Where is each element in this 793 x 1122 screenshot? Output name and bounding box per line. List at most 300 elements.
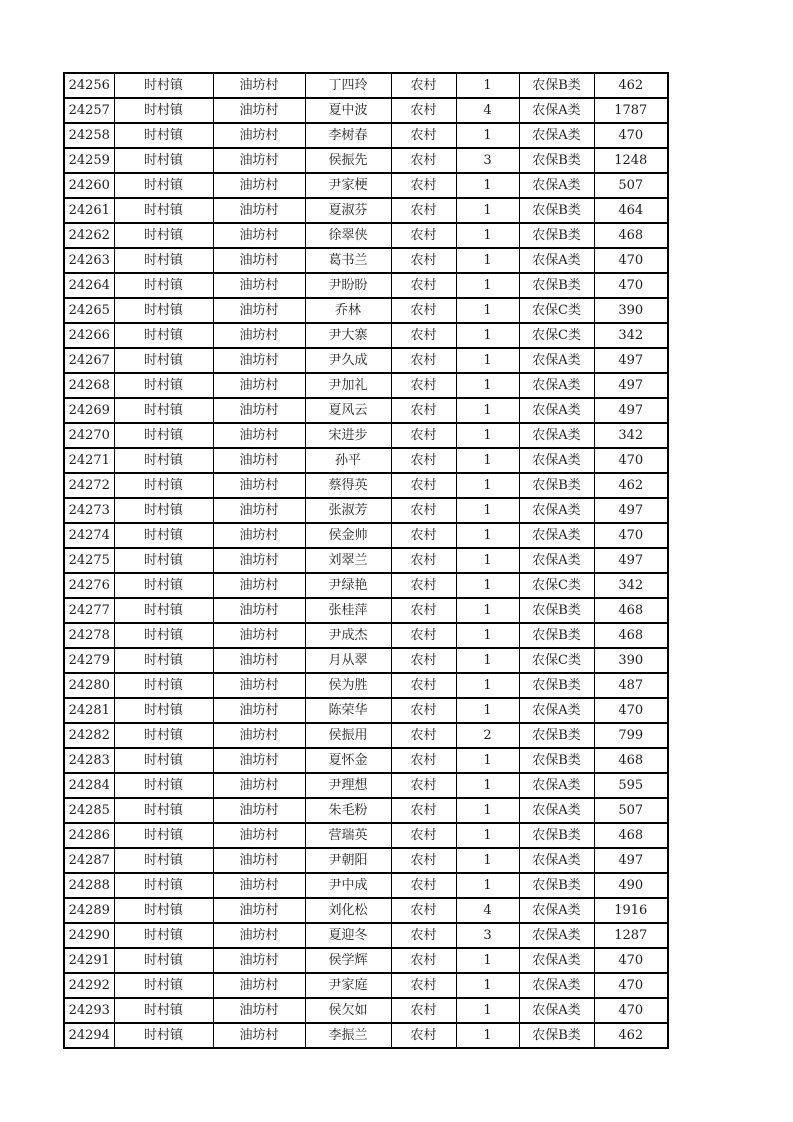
cell-village: 油坊村 bbox=[213, 698, 305, 723]
cell-town: 时村镇 bbox=[114, 248, 213, 273]
cell-amount: 342 bbox=[594, 423, 668, 448]
cell-record-id: 24261 bbox=[64, 198, 114, 223]
cell-person-count: 1 bbox=[456, 773, 519, 798]
cell-village: 油坊村 bbox=[213, 373, 305, 398]
cell-residence-type: 农村 bbox=[391, 698, 456, 723]
cell-residence-type: 农村 bbox=[391, 948, 456, 973]
cell-record-id: 24263 bbox=[64, 248, 114, 273]
cell-town: 时村镇 bbox=[114, 173, 213, 198]
cell-record-id: 24284 bbox=[64, 773, 114, 798]
cell-person-name: 尹绿艳 bbox=[305, 573, 391, 598]
cell-insurance-category: 农保A类 bbox=[519, 498, 594, 523]
cell-person-count: 4 bbox=[456, 898, 519, 923]
cell-amount: 342 bbox=[594, 323, 668, 348]
cell-insurance-category: 农保B类 bbox=[519, 723, 594, 748]
cell-residence-type: 农村 bbox=[391, 223, 456, 248]
cell-town: 时村镇 bbox=[114, 323, 213, 348]
cell-person-name: 陈荣华 bbox=[305, 698, 391, 723]
cell-amount: 342 bbox=[594, 573, 668, 598]
cell-person-name: 侯振先 bbox=[305, 148, 391, 173]
cell-amount: 470 bbox=[594, 248, 668, 273]
table-row bbox=[64, 623, 668, 648]
cell-person-name: 尹中成 bbox=[305, 873, 391, 898]
cell-amount: 468 bbox=[594, 598, 668, 623]
cell-record-id: 24264 bbox=[64, 273, 114, 298]
cell-town: 时村镇 bbox=[114, 898, 213, 923]
cell-person-name: 侯欠如 bbox=[305, 998, 391, 1023]
cell-village: 油坊村 bbox=[213, 73, 305, 98]
cell-residence-type: 农村 bbox=[391, 673, 456, 698]
cell-person-count: 1 bbox=[456, 948, 519, 973]
cell-residence-type: 农村 bbox=[391, 73, 456, 98]
table-row bbox=[64, 723, 668, 748]
table-row bbox=[64, 273, 668, 298]
cell-residence-type: 农村 bbox=[391, 123, 456, 148]
table-row bbox=[64, 73, 668, 98]
table-body bbox=[64, 73, 668, 1048]
cell-amount: 497 bbox=[594, 498, 668, 523]
cell-town: 时村镇 bbox=[114, 623, 213, 648]
cell-person-name: 尹加礼 bbox=[305, 373, 391, 398]
cell-insurance-category: 农保B类 bbox=[519, 673, 594, 698]
cell-person-name: 营瑞英 bbox=[305, 823, 391, 848]
cell-person-name: 月从翠 bbox=[305, 648, 391, 673]
cell-amount: 497 bbox=[594, 348, 668, 373]
cell-amount: 595 bbox=[594, 773, 668, 798]
cell-record-id: 24257 bbox=[64, 98, 114, 123]
cell-town: 时村镇 bbox=[114, 123, 213, 148]
table-row bbox=[64, 248, 668, 273]
cell-person-count: 1 bbox=[456, 123, 519, 148]
cell-person-name: 尹家庭 bbox=[305, 973, 391, 998]
cell-record-id: 24267 bbox=[64, 348, 114, 373]
table-row bbox=[64, 298, 668, 323]
cell-person-name: 丁四玲 bbox=[305, 73, 391, 98]
cell-residence-type: 农村 bbox=[391, 923, 456, 948]
table-row bbox=[64, 398, 668, 423]
cell-amount: 390 bbox=[594, 648, 668, 673]
cell-person-name: 尹理想 bbox=[305, 773, 391, 798]
cell-town: 时村镇 bbox=[114, 523, 213, 548]
cell-record-id: 24294 bbox=[64, 1023, 114, 1048]
cell-person-name: 刘化松 bbox=[305, 898, 391, 923]
cell-record-id: 24272 bbox=[64, 473, 114, 498]
table-row bbox=[64, 423, 668, 448]
cell-residence-type: 农村 bbox=[391, 548, 456, 573]
table-row bbox=[64, 123, 668, 148]
cell-residence-type: 农村 bbox=[391, 998, 456, 1023]
cell-person-count: 1 bbox=[456, 823, 519, 848]
table-row bbox=[64, 173, 668, 198]
cell-record-id: 24260 bbox=[64, 173, 114, 198]
cell-person-count: 3 bbox=[456, 923, 519, 948]
table-row bbox=[64, 848, 668, 873]
cell-town: 时村镇 bbox=[114, 723, 213, 748]
table-row bbox=[64, 873, 668, 898]
cell-amount: 1248 bbox=[594, 148, 668, 173]
cell-person-count: 1 bbox=[456, 323, 519, 348]
cell-person-count: 1 bbox=[456, 973, 519, 998]
cell-record-id: 24280 bbox=[64, 673, 114, 698]
cell-record-id: 24292 bbox=[64, 973, 114, 998]
cell-amount: 390 bbox=[594, 298, 668, 323]
cell-town: 时村镇 bbox=[114, 873, 213, 898]
cell-residence-type: 农村 bbox=[391, 448, 456, 473]
cell-person-name: 李振兰 bbox=[305, 1023, 391, 1048]
table-row bbox=[64, 373, 668, 398]
table-row bbox=[64, 473, 668, 498]
cell-town: 时村镇 bbox=[114, 648, 213, 673]
cell-amount: 1787 bbox=[594, 98, 668, 123]
cell-record-id: 24276 bbox=[64, 573, 114, 598]
cell-village: 油坊村 bbox=[213, 848, 305, 873]
cell-person-name: 李树春 bbox=[305, 123, 391, 148]
cell-person-count: 1 bbox=[456, 273, 519, 298]
cell-person-count: 1 bbox=[456, 223, 519, 248]
cell-person-count: 1 bbox=[456, 648, 519, 673]
cell-person-count: 1 bbox=[456, 298, 519, 323]
cell-town: 时村镇 bbox=[114, 398, 213, 423]
cell-insurance-category: 农保A类 bbox=[519, 448, 594, 473]
cell-village: 油坊村 bbox=[213, 823, 305, 848]
cell-residence-type: 农村 bbox=[391, 423, 456, 448]
cell-amount: 1916 bbox=[594, 898, 668, 923]
cell-record-id: 24265 bbox=[64, 298, 114, 323]
cell-record-id: 24285 bbox=[64, 798, 114, 823]
cell-amount: 470 bbox=[594, 973, 668, 998]
cell-record-id: 24290 bbox=[64, 923, 114, 948]
cell-town: 时村镇 bbox=[114, 348, 213, 373]
cell-amount: 468 bbox=[594, 623, 668, 648]
cell-record-id: 24275 bbox=[64, 548, 114, 573]
cell-insurance-category: 农保C类 bbox=[519, 573, 594, 598]
cell-amount: 497 bbox=[594, 848, 668, 873]
cell-insurance-category: 农保B类 bbox=[519, 823, 594, 848]
table-row bbox=[64, 648, 668, 673]
cell-record-id: 24282 bbox=[64, 723, 114, 748]
cell-town: 时村镇 bbox=[114, 298, 213, 323]
cell-village: 油坊村 bbox=[213, 448, 305, 473]
cell-person-name: 夏迎冬 bbox=[305, 923, 391, 948]
cell-residence-type: 农村 bbox=[391, 873, 456, 898]
cell-residence-type: 农村 bbox=[391, 323, 456, 348]
cell-town: 时村镇 bbox=[114, 673, 213, 698]
cell-insurance-category: 农保A类 bbox=[519, 998, 594, 1023]
cell-residence-type: 农村 bbox=[391, 598, 456, 623]
cell-record-id: 24271 bbox=[64, 448, 114, 473]
cell-insurance-category: 农保B类 bbox=[519, 1023, 594, 1048]
cell-person-name: 徐翠侠 bbox=[305, 223, 391, 248]
cell-residence-type: 农村 bbox=[391, 648, 456, 673]
table-row bbox=[64, 798, 668, 823]
cell-amount: 497 bbox=[594, 373, 668, 398]
cell-person-count: 1 bbox=[456, 673, 519, 698]
cell-residence-type: 农村 bbox=[391, 273, 456, 298]
cell-amount: 462 bbox=[594, 1023, 668, 1048]
cell-person-count: 1 bbox=[456, 623, 519, 648]
cell-amount: 470 bbox=[594, 948, 668, 973]
cell-person-name: 尹朝阳 bbox=[305, 848, 391, 873]
cell-person-count: 1 bbox=[456, 598, 519, 623]
cell-residence-type: 农村 bbox=[391, 473, 456, 498]
cell-amount: 462 bbox=[594, 73, 668, 98]
cell-person-count: 1 bbox=[456, 523, 519, 548]
table-row bbox=[64, 98, 668, 123]
cell-person-count: 1 bbox=[456, 998, 519, 1023]
cell-record-id: 24291 bbox=[64, 948, 114, 973]
cell-insurance-category: 农保B类 bbox=[519, 748, 594, 773]
cell-town: 时村镇 bbox=[114, 1023, 213, 1048]
cell-residence-type: 农村 bbox=[391, 373, 456, 398]
cell-residence-type: 农村 bbox=[391, 298, 456, 323]
cell-village: 油坊村 bbox=[213, 648, 305, 673]
cell-person-name: 蔡得英 bbox=[305, 473, 391, 498]
cell-village: 油坊村 bbox=[213, 173, 305, 198]
cell-amount: 470 bbox=[594, 523, 668, 548]
table-row bbox=[64, 698, 668, 723]
cell-person-name: 尹家梗 bbox=[305, 173, 391, 198]
cell-record-id: 24277 bbox=[64, 598, 114, 623]
cell-town: 时村镇 bbox=[114, 548, 213, 573]
cell-insurance-category: 农保A类 bbox=[519, 98, 594, 123]
cell-village: 油坊村 bbox=[213, 298, 305, 323]
cell-residence-type: 农村 bbox=[391, 98, 456, 123]
cell-person-count: 1 bbox=[456, 1023, 519, 1048]
cell-town: 时村镇 bbox=[114, 448, 213, 473]
cell-town: 时村镇 bbox=[114, 823, 213, 848]
cell-person-count: 1 bbox=[456, 73, 519, 98]
cell-insurance-category: 农保A类 bbox=[519, 798, 594, 823]
cell-residence-type: 农村 bbox=[391, 823, 456, 848]
cell-person-count: 1 bbox=[456, 698, 519, 723]
cell-village: 油坊村 bbox=[213, 398, 305, 423]
cell-record-id: 24273 bbox=[64, 498, 114, 523]
cell-amount: 468 bbox=[594, 223, 668, 248]
cell-village: 油坊村 bbox=[213, 623, 305, 648]
cell-person-count: 1 bbox=[456, 398, 519, 423]
table-row bbox=[64, 948, 668, 973]
cell-town: 时村镇 bbox=[114, 998, 213, 1023]
cell-town: 时村镇 bbox=[114, 848, 213, 873]
cell-person-name: 尹成杰 bbox=[305, 623, 391, 648]
records-table bbox=[63, 72, 669, 1049]
cell-village: 油坊村 bbox=[213, 498, 305, 523]
cell-person-count: 2 bbox=[456, 723, 519, 748]
cell-village: 油坊村 bbox=[213, 923, 305, 948]
cell-village: 油坊村 bbox=[213, 98, 305, 123]
cell-insurance-category: 农保A类 bbox=[519, 123, 594, 148]
cell-town: 时村镇 bbox=[114, 498, 213, 523]
cell-insurance-category: 农保A类 bbox=[519, 848, 594, 873]
cell-insurance-category: 农保A类 bbox=[519, 948, 594, 973]
cell-person-count: 1 bbox=[456, 848, 519, 873]
cell-amount: 468 bbox=[594, 748, 668, 773]
cell-person-count: 1 bbox=[456, 248, 519, 273]
cell-village: 油坊村 bbox=[213, 223, 305, 248]
cell-residence-type: 农村 bbox=[391, 498, 456, 523]
cell-amount: 470 bbox=[594, 698, 668, 723]
cell-insurance-category: 农保A类 bbox=[519, 698, 594, 723]
cell-insurance-category: 农保B类 bbox=[519, 598, 594, 623]
cell-amount: 462 bbox=[594, 473, 668, 498]
cell-record-id: 24268 bbox=[64, 373, 114, 398]
cell-village: 油坊村 bbox=[213, 148, 305, 173]
cell-person-count: 1 bbox=[456, 498, 519, 523]
cell-amount: 487 bbox=[594, 673, 668, 698]
cell-record-id: 24287 bbox=[64, 848, 114, 873]
cell-record-id: 24289 bbox=[64, 898, 114, 923]
cell-person-name: 尹大寨 bbox=[305, 323, 391, 348]
cell-person-count: 1 bbox=[456, 798, 519, 823]
cell-residence-type: 农村 bbox=[391, 198, 456, 223]
cell-town: 时村镇 bbox=[114, 973, 213, 998]
cell-person-name: 朱毛粉 bbox=[305, 798, 391, 823]
cell-residence-type: 农村 bbox=[391, 748, 456, 773]
cell-person-count: 1 bbox=[456, 448, 519, 473]
cell-insurance-category: 农保A类 bbox=[519, 923, 594, 948]
cell-village: 油坊村 bbox=[213, 723, 305, 748]
cell-person-name: 侯金帅 bbox=[305, 523, 391, 548]
cell-insurance-category: 农保A类 bbox=[519, 898, 594, 923]
table-row bbox=[64, 548, 668, 573]
table-row bbox=[64, 223, 668, 248]
cell-person-count: 1 bbox=[456, 873, 519, 898]
cell-record-id: 24258 bbox=[64, 123, 114, 148]
table-row bbox=[64, 573, 668, 598]
cell-amount: 468 bbox=[594, 823, 668, 848]
cell-town: 时村镇 bbox=[114, 773, 213, 798]
cell-amount: 490 bbox=[594, 873, 668, 898]
cell-insurance-category: 农保A类 bbox=[519, 398, 594, 423]
table-row bbox=[64, 198, 668, 223]
cell-insurance-category: 农保A类 bbox=[519, 548, 594, 573]
table-row bbox=[64, 498, 668, 523]
cell-residence-type: 农村 bbox=[391, 798, 456, 823]
table-row bbox=[64, 673, 668, 698]
cell-insurance-category: 农保A类 bbox=[519, 373, 594, 398]
cell-town: 时村镇 bbox=[114, 373, 213, 398]
table-row bbox=[64, 773, 668, 798]
cell-village: 油坊村 bbox=[213, 323, 305, 348]
cell-insurance-category: 农保A类 bbox=[519, 523, 594, 548]
cell-village: 油坊村 bbox=[213, 1023, 305, 1048]
cell-village: 油坊村 bbox=[213, 748, 305, 773]
cell-record-id: 24293 bbox=[64, 998, 114, 1023]
table-row bbox=[64, 898, 668, 923]
cell-town: 时村镇 bbox=[114, 748, 213, 773]
table-row bbox=[64, 923, 668, 948]
cell-amount: 497 bbox=[594, 398, 668, 423]
cell-insurance-category: 农保A类 bbox=[519, 173, 594, 198]
cell-insurance-category: 农保B类 bbox=[519, 148, 594, 173]
cell-person-name: 孙平 bbox=[305, 448, 391, 473]
cell-person-count: 1 bbox=[456, 373, 519, 398]
cell-person-name: 尹盼盼 bbox=[305, 273, 391, 298]
table-row bbox=[64, 523, 668, 548]
cell-town: 时村镇 bbox=[114, 148, 213, 173]
cell-amount: 470 bbox=[594, 123, 668, 148]
table-row bbox=[64, 448, 668, 473]
cell-person-name: 侯学辉 bbox=[305, 948, 391, 973]
cell-residence-type: 农村 bbox=[391, 623, 456, 648]
cell-residence-type: 农村 bbox=[391, 248, 456, 273]
cell-residence-type: 农村 bbox=[391, 573, 456, 598]
cell-insurance-category: 农保B类 bbox=[519, 223, 594, 248]
cell-person-count: 4 bbox=[456, 98, 519, 123]
table-row bbox=[64, 1023, 668, 1048]
cell-record-id: 24269 bbox=[64, 398, 114, 423]
table-row bbox=[64, 973, 668, 998]
cell-person-name: 侯振用 bbox=[305, 723, 391, 748]
cell-town: 时村镇 bbox=[114, 798, 213, 823]
cell-amount: 470 bbox=[594, 448, 668, 473]
cell-village: 油坊村 bbox=[213, 473, 305, 498]
cell-insurance-category: 农保A类 bbox=[519, 773, 594, 798]
cell-residence-type: 农村 bbox=[391, 723, 456, 748]
cell-village: 油坊村 bbox=[213, 773, 305, 798]
table-row bbox=[64, 598, 668, 623]
cell-insurance-category: 农保C类 bbox=[519, 648, 594, 673]
cell-village: 油坊村 bbox=[213, 598, 305, 623]
cell-village: 油坊村 bbox=[213, 348, 305, 373]
cell-village: 油坊村 bbox=[213, 798, 305, 823]
cell-insurance-category: 农保A类 bbox=[519, 973, 594, 998]
cell-village: 油坊村 bbox=[213, 248, 305, 273]
cell-town: 时村镇 bbox=[114, 423, 213, 448]
cell-amount: 497 bbox=[594, 548, 668, 573]
cell-insurance-category: 农保A类 bbox=[519, 248, 594, 273]
cell-village: 油坊村 bbox=[213, 898, 305, 923]
cell-insurance-category: 农保A类 bbox=[519, 348, 594, 373]
cell-person-count: 1 bbox=[456, 423, 519, 448]
cell-residence-type: 农村 bbox=[391, 848, 456, 873]
table-row bbox=[64, 148, 668, 173]
cell-residence-type: 农村 bbox=[391, 1023, 456, 1048]
cell-town: 时村镇 bbox=[114, 198, 213, 223]
cell-insurance-category: 农保A类 bbox=[519, 423, 594, 448]
cell-residence-type: 农村 bbox=[391, 348, 456, 373]
cell-record-id: 24262 bbox=[64, 223, 114, 248]
cell-residence-type: 农村 bbox=[391, 773, 456, 798]
table-row bbox=[64, 748, 668, 773]
cell-village: 油坊村 bbox=[213, 273, 305, 298]
cell-insurance-category: 农保B类 bbox=[519, 473, 594, 498]
cell-village: 油坊村 bbox=[213, 423, 305, 448]
cell-village: 油坊村 bbox=[213, 573, 305, 598]
cell-person-name: 乔林 bbox=[305, 298, 391, 323]
cell-record-id: 24281 bbox=[64, 698, 114, 723]
cell-residence-type: 农村 bbox=[391, 898, 456, 923]
cell-person-count: 1 bbox=[456, 748, 519, 773]
table-row bbox=[64, 323, 668, 348]
cell-residence-type: 农村 bbox=[391, 173, 456, 198]
cell-amount: 507 bbox=[594, 798, 668, 823]
cell-person-count: 1 bbox=[456, 548, 519, 573]
cell-person-count: 1 bbox=[456, 198, 519, 223]
cell-town: 时村镇 bbox=[114, 73, 213, 98]
table-row bbox=[64, 348, 668, 373]
cell-residence-type: 农村 bbox=[391, 523, 456, 548]
cell-town: 时村镇 bbox=[114, 598, 213, 623]
cell-insurance-category: 农保C类 bbox=[519, 323, 594, 348]
cell-person-name: 张桂萍 bbox=[305, 598, 391, 623]
cell-person-name: 葛书兰 bbox=[305, 248, 391, 273]
cell-amount: 1287 bbox=[594, 923, 668, 948]
cell-person-name: 宋进步 bbox=[305, 423, 391, 448]
table-row bbox=[64, 823, 668, 848]
cell-person-name: 夏怀金 bbox=[305, 748, 391, 773]
cell-town: 时村镇 bbox=[114, 223, 213, 248]
